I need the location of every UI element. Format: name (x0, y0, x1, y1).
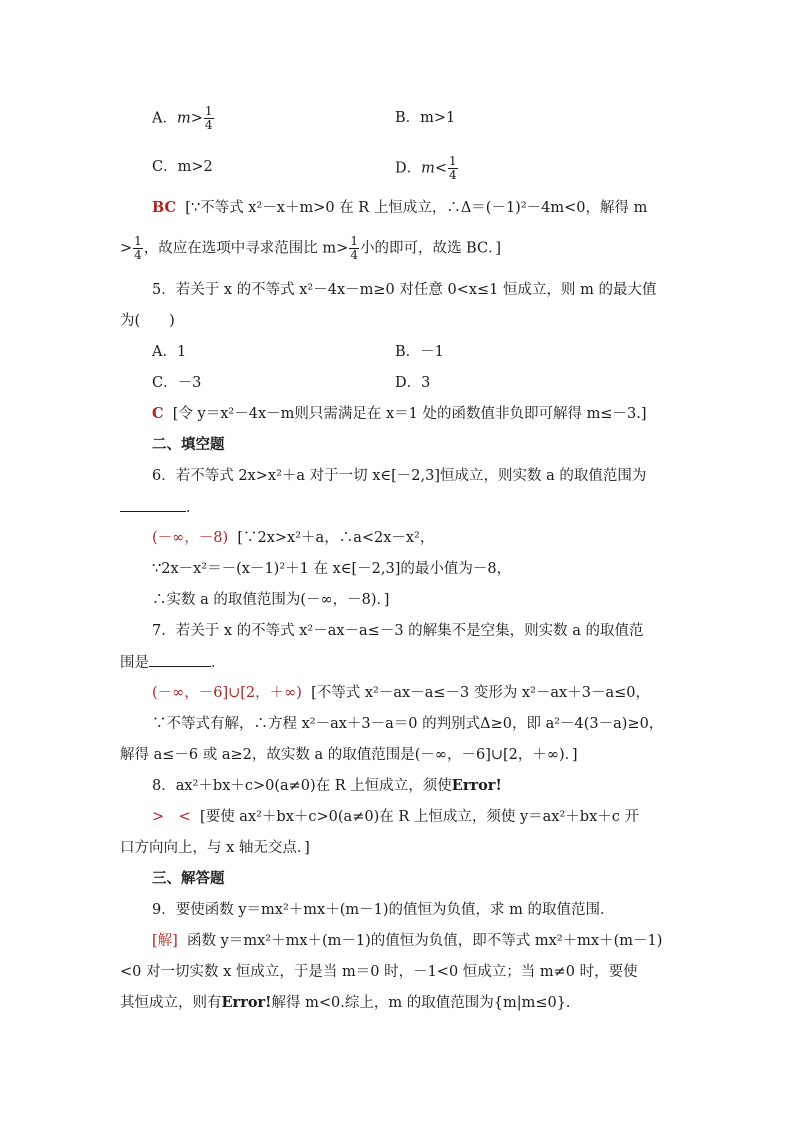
q7-answer-line-1 (152, 683, 650, 703)
fraction-denominator: 4 (204, 118, 213, 132)
q4-option-a-text: m> (176, 110, 203, 127)
q7-answer-key: (－∞，－6]∪[2，＋∞) (152, 685, 302, 701)
q6-stem-line-1: 6．若不等式 2x>x²＋a 对于一切 x∈[－2,3]恒成立，则实数 a 的取值范围为 (152, 468, 647, 484)
q4-option-d (395, 155, 459, 182)
q5-option-d: D．3 (395, 375, 431, 391)
section-heading-fill-in: 二、填空题 (152, 436, 225, 453)
q9-stem: 9．要使函数 y＝mx²＋mx＋(m－1)的值恒为负值，求 m 的取值范围． (152, 902, 615, 918)
q6-answer-text: [∵2x>x²＋a，∴a<2x－x²， (237, 530, 435, 546)
fraction-denominator: 4 (449, 168, 457, 182)
q9-solution-text: 函数 y＝mx²＋mx＋(m－1)的值恒为负值，即不等式 mx²＋mx＋(m－1) (187, 933, 663, 949)
q9-solution-text: 其恒成立，则有 (120, 995, 222, 1011)
q4-option-a (152, 105, 215, 132)
section-heading-solutions: 三、解答题 (152, 870, 225, 887)
answer-blank (120, 497, 186, 512)
q9-solution-line-2: <0 对一切实数 x 恒成立，于是当 m＝0 时，－1<0 恒成立；当 m≠0 时，要使 (120, 964, 638, 980)
q4-answer-key: BC (152, 199, 177, 216)
q5-answer (152, 404, 647, 424)
q7-stem-end: ． (211, 655, 226, 671)
q8-error-text: Error! (451, 777, 502, 794)
q7-stem-text: 围是 (120, 655, 149, 671)
q5-answer-key: C (152, 405, 164, 422)
q7-answer-line-3: 解得 a≤－6 或 a≥2，故实数 a 的取值范围是(－∞，－6]∪[2，＋∞)．] (120, 747, 578, 763)
q4-option-d-text: m< (421, 160, 448, 177)
q4-answer-symbol: > (120, 240, 133, 257)
q4-answer-text: 小的即可，故选 BC．] (359, 240, 501, 257)
q9-solution-key: [解] (152, 933, 178, 949)
q4-option-c: C．m>2 (152, 159, 213, 175)
q4-option-a-label: A． (152, 110, 177, 127)
q7-answer-text: [不等式 x²－ax－a≤－3 变形为 x²－ax＋3－a≤0， (311, 685, 650, 701)
q5-option-c: C．－3 (152, 375, 202, 391)
fraction-numerator: 1 (449, 154, 457, 168)
q7-answer-line-2: ∵不等式有解，∴方程 x²－ax＋3－a＝0 的判别式Δ≥0，即 a²－4(3－a)≥0， (152, 716, 664, 732)
q6-stem-end: ． (186, 500, 201, 516)
fraction-numerator: 1 (204, 104, 213, 118)
q4-answer-line-2 (120, 235, 501, 262)
q9-error-text: Error! (221, 994, 272, 1011)
fraction (349, 235, 359, 262)
fraction (204, 105, 214, 132)
q8-answer-line-1 (152, 807, 639, 827)
q8-answer-key: > < (152, 809, 191, 825)
q5-stem-line-2: 为( ) (120, 313, 175, 329)
q5-stem-line-1: 5．若关于 x 的不等式 x²－4x－m≥0 对任意 0<x≤1 恒成立，则 m 的最大值 (152, 282, 657, 298)
fraction-denominator: 4 (134, 248, 142, 262)
q8-stem (152, 776, 502, 796)
q9-solution-line-1 (152, 931, 662, 951)
q6-stem-line-2 (120, 497, 201, 518)
q6-answer-line-3: ∴实数 a 的取值范围为(－∞，－8)．] (152, 592, 390, 608)
q7-stem-line-1: 7．若关于 x 的不等式 x²－ax－a≤－3 的解集不是空集，则实数 a 的取值范 (152, 623, 644, 639)
q5-option-b: B．－1 (395, 344, 444, 360)
q6-answer-line-1 (152, 528, 434, 548)
q5-answer-text: [令 y＝x²－4x－m则只需满足在 x＝1 处的函数值非负即可解得 m≤－3.] (172, 406, 647, 422)
q6-answer-line-2: ∵2x－x²＝－(x－1)²＋1 在 x∈[－2,3]的最小值为－8， (152, 561, 512, 577)
q9-solution-line-3 (120, 993, 580, 1013)
answer-blank (149, 652, 211, 667)
q4-option-d-label: D． (395, 160, 422, 177)
q9-solution-text: 解得 m<0.综上，m 的取值范围为{m|m≤0}． (271, 995, 581, 1011)
q4-option-b: B．m>1 (395, 110, 456, 126)
fraction (133, 235, 143, 262)
fraction (448, 155, 458, 182)
q4-answer-text: ，故应在选项中寻求范围比 m> (143, 240, 349, 257)
q4-answer-line-1 (152, 198, 647, 218)
q8-answer-line-2: 口方向向上，与 x 轴无交点．] (120, 840, 310, 856)
q7-stem-line-2 (120, 652, 226, 673)
q8-stem-text: 8．ax²＋bx＋c>0(a≠0)在 R 上恒成立，须使 (152, 778, 452, 794)
q6-answer-key: (－∞，－8) (152, 530, 229, 546)
fraction-numerator: 1 (134, 234, 142, 248)
q8-answer-text: [要使 ax²＋bx＋c>0(a≠0)在 R 上恒成立，须使 y＝ax²＋bx＋c 开 (200, 809, 639, 825)
fraction-numerator: 1 (350, 234, 358, 248)
q4-answer-text: [∵不等式 x²－x＋m>0 在 R 上恒成立，∴Δ＝(－1)²－4m<0，解得 m (185, 200, 648, 216)
fraction-denominator: 4 (350, 248, 358, 262)
q5-option-a: A．1 (152, 344, 187, 360)
